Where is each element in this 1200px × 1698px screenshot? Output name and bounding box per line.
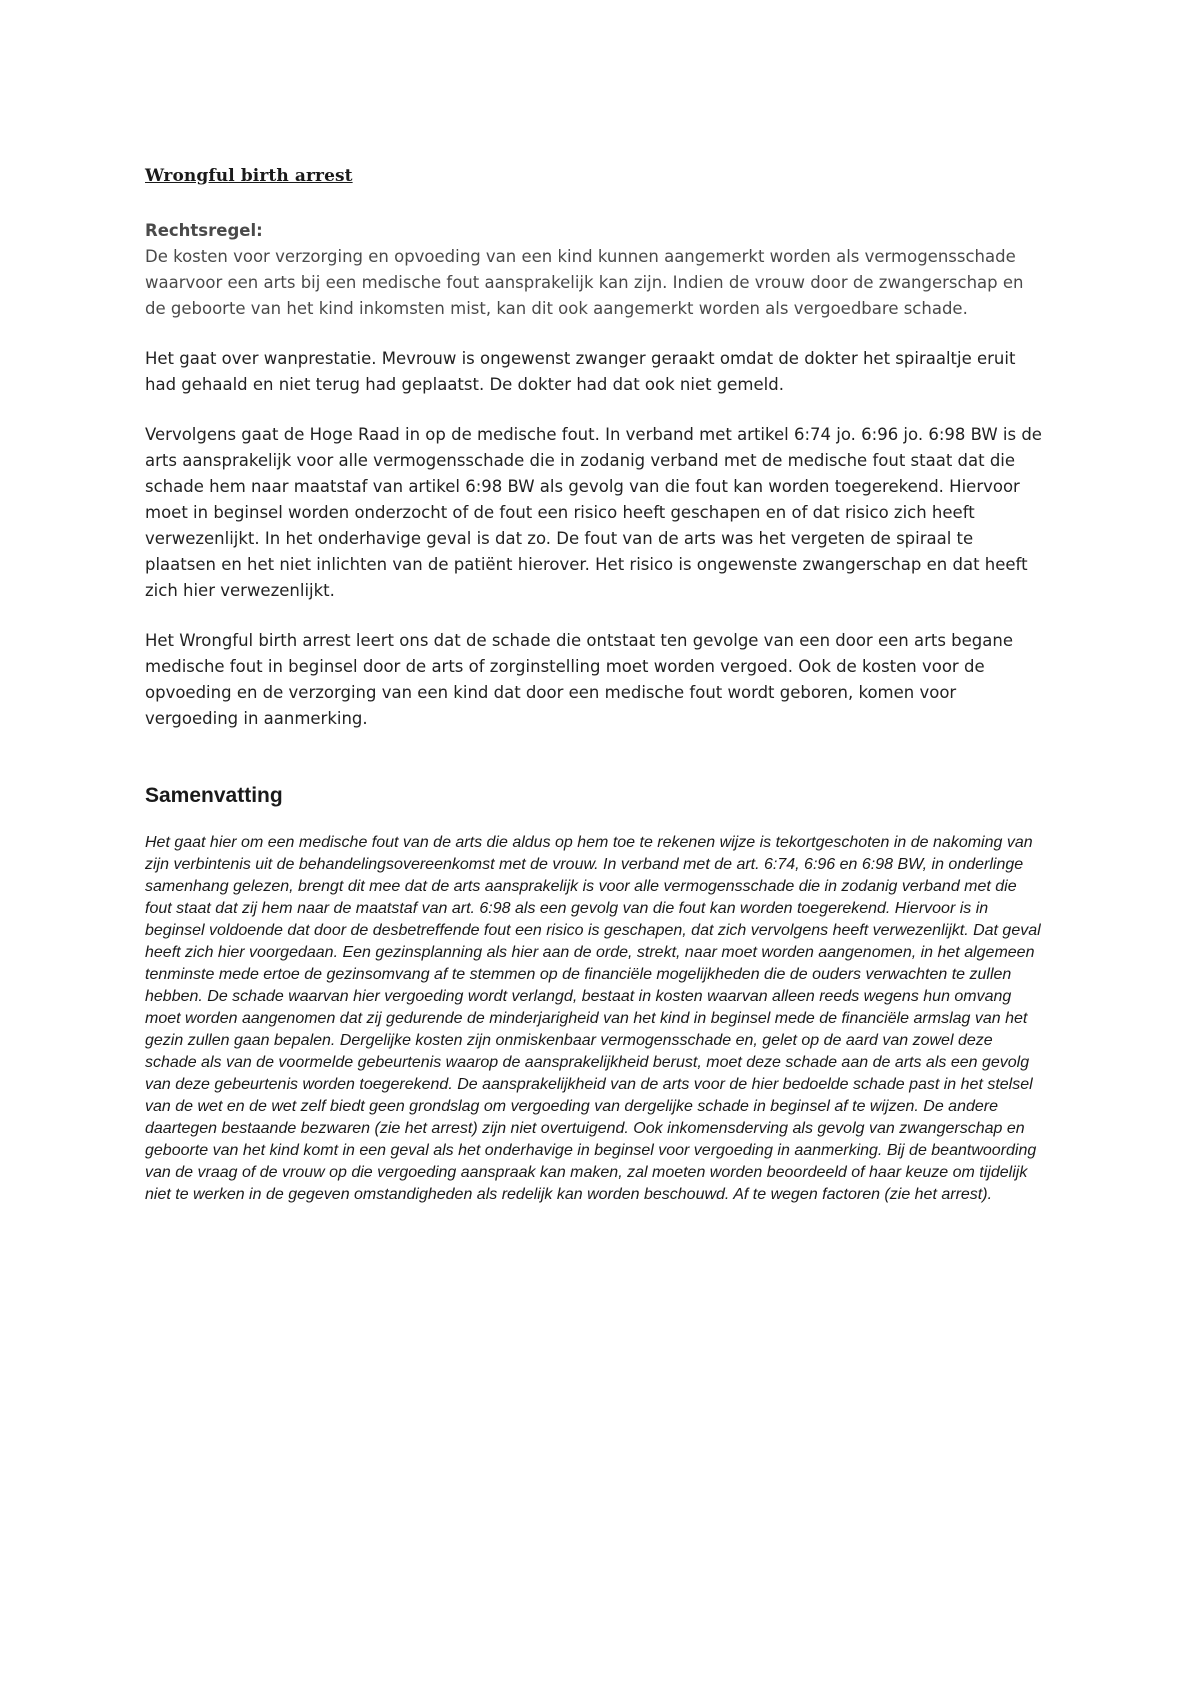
document-body bbox=[145, 166, 1045, 1206]
paragraph-spacer bbox=[145, 322, 1045, 346]
rule-label: Rechtsregel: bbox=[145, 221, 263, 240]
paragraph-wanprestatie: Het gaat over wanprestatie. Mevrouw is ongewenst zwanger geraakt omdat de dokter het spiraaltje eruit had gehaald en niet terug had geplaatst. De dokter had dat ook niet gemeld. bbox=[145, 349, 1016, 394]
paragraph-conclusion: Het Wrongful birth arrest leert ons dat de schade die ontstaat ten gevolge van een door een arts begane medische fout in beginsel door de arts of zorginstelling moet worden vergoed. Ook de kosten voor de opvoeding en de verzorging van een kind dat door een medische fout wordt geboren, komen voor vergoeding in aanmerking. bbox=[145, 631, 1013, 728]
summary-text: Het gaat hier om een medische fout van de arts die aldus op hem toe te rekenen wijze is tekortgeschoten in de nakoming van zijn verbintenis uit de behandelingsovereenkomst met de vrouw. In verband met de art. 6:74, 6:96 en 6:98 BW, in onderlinge samenhang gelezen, brengt dit mee dat de arts aansprakelijk is voor alle vermogensschade die in zodanig verband met die fout staat dat zij hem naar de maatstaf van art. 6:98 als een gevolg van die fout kan worden toegerekend. Hiervoor is in beginsel voldoende dat door de desbetreffende fout een risico is geschapen, dat zich vervolgens heeft verwezenlijkt. Dat geval heeft zich hier voorgedaan. Een gezinsplanning als hier aan de orde, strekt, naar moet worden aangenomen, in het algemeen tenminste mede ertoe de gezinsomvang af te stemmen op de financiële mogelijkheden die de ouders verwachten te zullen hebben. De schade waarvan hier vergoeding wordt verlangd, bestaat in kosten waarvan alleen reeds wegens hun omvang moet worden aangenomen dat zij gedurende de minderjarigheid van het kind in beginsel mede de financiële armslag van het gezin zullen gaan bepalen. Dergelijke kosten zijn onmiskenbaar vermogensschade en, gelet op de aard van zowel deze schade als van de voormelde gebeurtenis waarop de aansprakelijkheid berust, moet deze schade aan de arts als een gevolg van deze gebeurtenis worden toegerekend. De aansprakelijkheid van de arts voor de hier bedoelde schade past in het stelsel van de wet en de wet zelf biedt geen grondslag om vergoeding van dergelijke schade in beginsel af te wijzen. De andere daartegen bestaande bezwaren (zie het arrest) zijn niet overtuigend. Ook inkomensderving als gevolg van zwangerschap en geboorte van het kind komt in een geval als het onderhavige in beginsel voor vergoeding in aanmerking. Bij de beantwoording van de vraag of de vrouw op die vergoeding aanspraak kan maken, zal moeten worden beoordeeld of haar keuze om tijdelijk niet te werken in de gegeven omstandigheden als redelijk kan worden beschouwd. Af te wegen factoren (zie het arrest). bbox=[145, 834, 1041, 1203]
paragraph-hoge-raad: Vervolgens gaat de Hoge Raad in op de medische fout. In verband met artikel 6:74 jo. 6:96 jo. 6:98 BW is de arts aansprakelijk voor alle vermogensschade die in zodanig verband met de medische fout staat dat die schade hem naar maatstaf van artikel 6:98 BW als gevolg van die fout kan worden toegerekend. Hiervoor moet in beginsel worden onderzocht of de fout een risico heeft geschapen en of dat risico zich heeft verwezenlijkt. In het onderhavige geval is dat zo. De fout van de arts was het vergeten de spiraal te plaatsen en het niet inlichten van de patiënt hierover. Het risico is ongewenste zwangerschap en dat heeft zich hier verwezenlijkt. bbox=[145, 425, 1042, 600]
rule-text: De kosten voor verzorging en opvoeding van een kind kunnen aangemerkt worden als vermogensschade waarvoor een arts bij een medische fout aansprakelijk kan zijn. Indien de vrouw door de zwangerschap en de geboorte van het kind inkomsten mist, kan dit ook aangemerkt worden als vergoedbare schade. bbox=[145, 247, 1024, 318]
paragraph-spacer bbox=[145, 604, 1045, 628]
paragraph-spacer bbox=[145, 398, 1045, 422]
document-title: Wrongful birth arrest bbox=[145, 166, 353, 186]
summary-heading: Samenvatting bbox=[145, 784, 283, 807]
